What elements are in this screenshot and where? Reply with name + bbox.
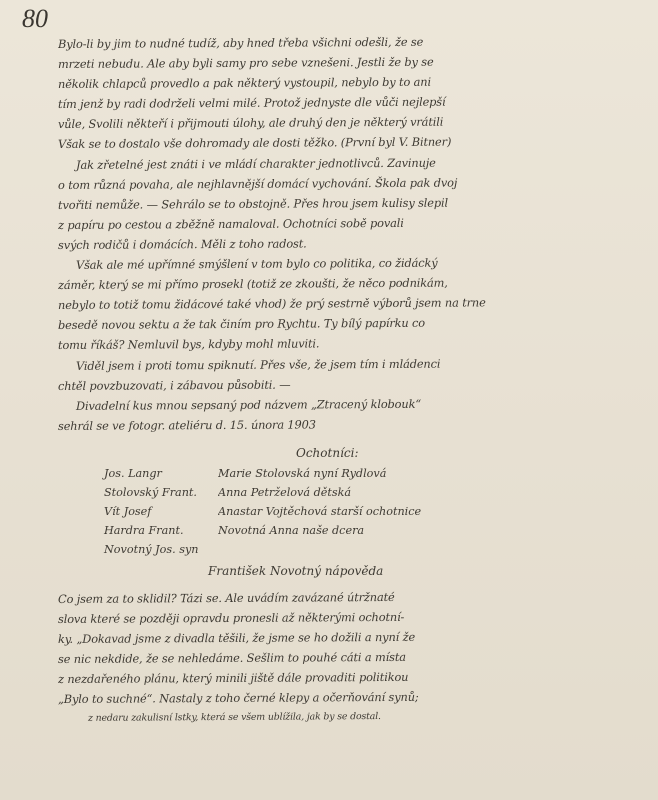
cast-row: [58, 502, 644, 521]
cast-heading: Ochotníci:: [296, 445, 359, 460]
text-line: „Bylo to suchné“. Nastaly z toho černé klepy a očerňování synů;: [57, 690, 419, 707]
text-line: záměr, který se mi přímo prosekl (totiž ze zkoušti, že něco podnikám,: [57, 275, 448, 293]
text-line: nebylo to totiž tomu židácové také vhod) že prý sestrně výborů jsem na trne: [57, 295, 486, 313]
text-line: slova které se později opravdu pronesli až některými ochotní-: [57, 609, 405, 626]
cast-row: [58, 464, 644, 483]
text-line: sehrál se ve fotogr. ateliéru d. 15. února 1903: [57, 417, 316, 433]
text-line: z nezdařeného plánu, který minili jiště dále provaditi politikou: [57, 670, 409, 687]
text-line: tomu říkáš? Nemluvil bys, kdyby mohl mluviti.: [57, 336, 320, 353]
cast-member: Novotný Jos. syn: [104, 542, 199, 556]
cast-row: [58, 540, 644, 559]
text-line: Divadelní kus mnou sepsaný pod názvem „Ztracený klobouk“: [75, 396, 422, 413]
text-line: tím jenž by radi dodrželi velmi milé. Protož jednyste dle vůči nejlepší: [57, 94, 446, 112]
cast-row: [58, 521, 644, 540]
text-line: Však se to dostalo vše dohromady ale dosti těžko. (První byl V. Bitner): [57, 135, 452, 152]
text-line: svých rodičů i domácích. Měli z toho radost.: [57, 236, 307, 252]
text-line: vůle, Svolili někteří i přijmouti úlohy, ale druhý den je některý vrátili: [57, 115, 444, 132]
cast-member: Stolovský Frant.: [104, 485, 197, 499]
cast-member: [218, 540, 644, 559]
text-line: tvořiti nemůže. — Sehrálo se to obstojně. Přes hrou jsem kulisy slepil: [57, 195, 449, 212]
text-line: Bylo-li by jim to nudné tudíž, aby hned třeba všichni odešli, že se: [57, 34, 424, 51]
text-line: ky. „Dokavad jsme z divadla těšili, že jsme se ho dožili a nyní že: [57, 629, 416, 647]
text-line: Viděl jsem i proti tomu spiknutí. Přes vše, že jsem tím i mládenci: [75, 356, 441, 373]
cast-member: Jos. Langr: [104, 466, 162, 480]
cast-member: Vít Josef: [104, 504, 152, 518]
cast-member: Anna Petrželová dětská: [218, 485, 352, 499]
handwritten-text: [58, 34, 644, 730]
text-line: Jak zřetelné jest znáti i ve mládí charakter jednotlivců. Zavinuje: [75, 155, 436, 172]
text-line: chtěl povzbuzovati, i zábavou působiti. —: [57, 377, 291, 393]
text-line: besedě novou sektu a že tak činím pro Rychtu. Ty bílý papírku co: [57, 316, 426, 333]
page-number: 80: [22, 4, 48, 33]
text-line: o tom různá povaha, ale nejhlavnější domácí vychování. Škola pak dvoj: [57, 175, 458, 192]
cast-row: [58, 483, 644, 502]
prompter-line: František Novotný nápověda: [208, 563, 384, 578]
text-line: z nedaru zakulisní lstky, která se všem ublížila, jak by se dostal.: [87, 711, 381, 725]
cast-member: Anastar Vojtěchová starší ochotnice: [218, 504, 422, 518]
cast-member: Marie Stolovská nyní Rydlová: [218, 466, 387, 480]
cast-member: Novotná Anna naše dcera: [218, 523, 365, 537]
text-line: z papíru po cestou a zběžně namaloval. Ochotníci sobě povali: [57, 215, 404, 232]
text-line: se nic nekdide, že se nehledáme. Sešlim to pouhé cáti a místa: [57, 650, 406, 667]
cast-member: Hardra Frant.: [104, 523, 184, 537]
text-line: několik chlapců provedlo a pak některý vystoupil, nebylo by to ani: [57, 74, 431, 92]
text-line: mrzeti nebudu. Ale aby byli samy pro sebe vznešeni. Jestli že by se: [57, 54, 434, 72]
cast-list: [58, 464, 644, 559]
text-line: Však ale mé upřímné smýšlení v tom bylo co politika, co židácký: [75, 255, 438, 272]
text-line: Co jsem za to sklidil? Tázi se. Ale uvádím zavázané útržnaté: [57, 589, 395, 606]
